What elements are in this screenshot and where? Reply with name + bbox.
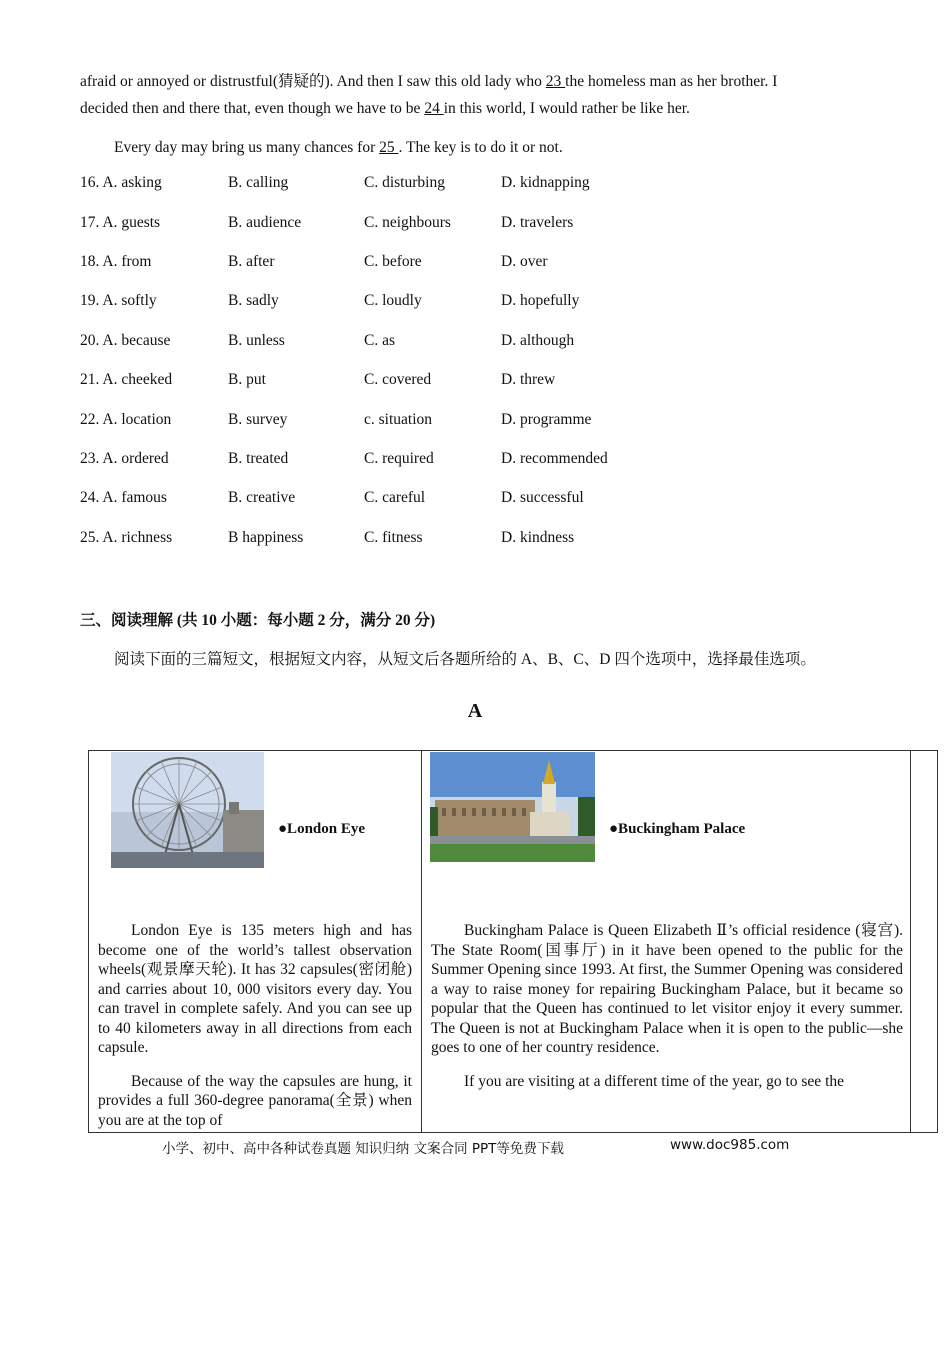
passage-text: the homeless man as her brother. I bbox=[565, 73, 778, 90]
london-eye-caption: ●London Eye bbox=[278, 821, 366, 837]
question-option: D. although bbox=[501, 332, 575, 349]
question-option: D. kindness bbox=[501, 529, 575, 546]
question-option: C. as bbox=[364, 332, 395, 349]
question-option: B. survey bbox=[228, 411, 288, 428]
question-option: 21. A. cheeked bbox=[80, 371, 173, 388]
question-option: B. audience bbox=[228, 214, 302, 231]
question-option: C. fitness bbox=[364, 529, 423, 546]
question-option: B happiness bbox=[228, 529, 304, 546]
question-option: B. put bbox=[228, 371, 266, 388]
question-option: B. creative bbox=[228, 489, 296, 506]
question-option: D. successful bbox=[501, 489, 584, 506]
question-option: D. over bbox=[501, 253, 548, 270]
passage-text: Every day may bring us many chances for bbox=[114, 139, 380, 156]
question-option: D. kidnapping bbox=[501, 174, 590, 191]
question-option: 25. A. richness bbox=[80, 529, 173, 546]
question-option: D. threw bbox=[501, 371, 556, 388]
question-option: 17. A. guests bbox=[80, 214, 161, 231]
buckingham-palace-caption: ●Buckingham Palace bbox=[609, 821, 746, 837]
buckingham-palace-text bbox=[431, 921, 903, 1091]
question-option: C. loudly bbox=[364, 292, 422, 309]
question-option: 22. A. location bbox=[80, 411, 172, 428]
question-option: B. unless bbox=[228, 332, 285, 349]
passage-line-1 bbox=[80, 68, 880, 95]
question-option: C. neighbours bbox=[364, 214, 451, 231]
passage-text: in this world, I would rather be like her. bbox=[443, 100, 690, 117]
question-option: D. hopefully bbox=[501, 292, 580, 309]
question-option: B. sadly bbox=[228, 292, 279, 309]
london-eye-paragraph-2: Because of the way the capsules are hung, it provides a full 360-degree panorama(全景) when you are at the top of bbox=[98, 1072, 412, 1129]
london-eye-text bbox=[98, 921, 412, 1130]
table-empty-cell bbox=[910, 750, 938, 1133]
question-option: C. before bbox=[364, 253, 422, 270]
question-option: 16. A. asking bbox=[80, 174, 162, 191]
section-instruction: 阅读下面的三篇短文，根据短文内容，从短文后各题所给的 A、B、C、D 四个选项中，选择最佳选项。 bbox=[114, 651, 816, 668]
passage-text: . The key is to do it or not. bbox=[398, 139, 563, 156]
buckingham-palace-cell bbox=[421, 750, 911, 1133]
question-option: C. disturbing bbox=[364, 174, 445, 191]
passage-text: decided then and there that, even though we have to be bbox=[80, 100, 425, 117]
london-eye-paragraph-1: London Eye is 135 meters high and has become one of the world’s tallest observation wheels(观景摩天轮). It has 32 capsules(密闭舱) and carries about 10, 000 visitors every day. You can travel in complete safely. And you can see up to 40 kilometers away in all directions from each capsule. bbox=[98, 922, 412, 1056]
buckingham-palace-paragraph-2: If you are visiting at a different time of the year, go to see the bbox=[464, 1072, 844, 1090]
question-option: B. calling bbox=[228, 174, 289, 191]
question-option: 24. A. famous bbox=[80, 489, 167, 506]
question-option: C. careful bbox=[364, 489, 426, 506]
footer-url: www.doc985.com bbox=[670, 1137, 790, 1153]
question-option: C. required bbox=[364, 450, 434, 467]
part-label: A bbox=[467, 700, 483, 722]
blank-25: 25 bbox=[379, 139, 399, 156]
passage-line-3 bbox=[114, 134, 880, 161]
blank-23: 23 bbox=[545, 73, 566, 90]
buckingham-palace-image bbox=[430, 752, 595, 862]
question-option: C. covered bbox=[364, 371, 432, 388]
question-option: 23. A. ordered bbox=[80, 450, 169, 467]
question-option: D. travelers bbox=[501, 214, 574, 231]
question-option: B. after bbox=[228, 253, 275, 270]
passage-line-2 bbox=[80, 95, 880, 122]
question-option: D. recommended bbox=[501, 450, 608, 467]
section-title: 三、阅读理解 (共 10 小题：每小题 2 分，满分 20 分) bbox=[80, 612, 436, 629]
question-option: 20. A. because bbox=[80, 332, 171, 349]
question-option: 18. A. from bbox=[80, 253, 152, 270]
question-option: 19. A. softly bbox=[80, 292, 157, 309]
question-option: D. programme bbox=[501, 411, 592, 428]
passage-text: afraid or annoyed or distrustful(猜疑的). And then I saw this old lady who bbox=[80, 73, 546, 90]
question-option: B. treated bbox=[228, 450, 289, 467]
footer-text: 小学、初中、高中各种试卷真题 知识归纳 文案合同 PPT等免费下载 bbox=[162, 1141, 564, 1157]
london-eye-cell bbox=[88, 750, 422, 1133]
blank-24: 24 bbox=[424, 100, 444, 117]
buckingham-palace-paragraph-1: Buckingham Palace is Queen Elizabeth Ⅱ’s official residence (寝宫). The State Room(国事厅) in it have been opened to the public for the Summer Opening since 1993. At first, the Summer Opening was considered a way to raise money for repairing Buckingham Palace, but it became so popular that the Queen has continued to let visitor enjoy it every summer. The Queen is not at Buckingham Palace when it is open to the public—she goes to one of her country residence. bbox=[431, 922, 903, 1056]
london-eye-image bbox=[111, 752, 264, 868]
question-option: c. situation bbox=[364, 411, 433, 428]
